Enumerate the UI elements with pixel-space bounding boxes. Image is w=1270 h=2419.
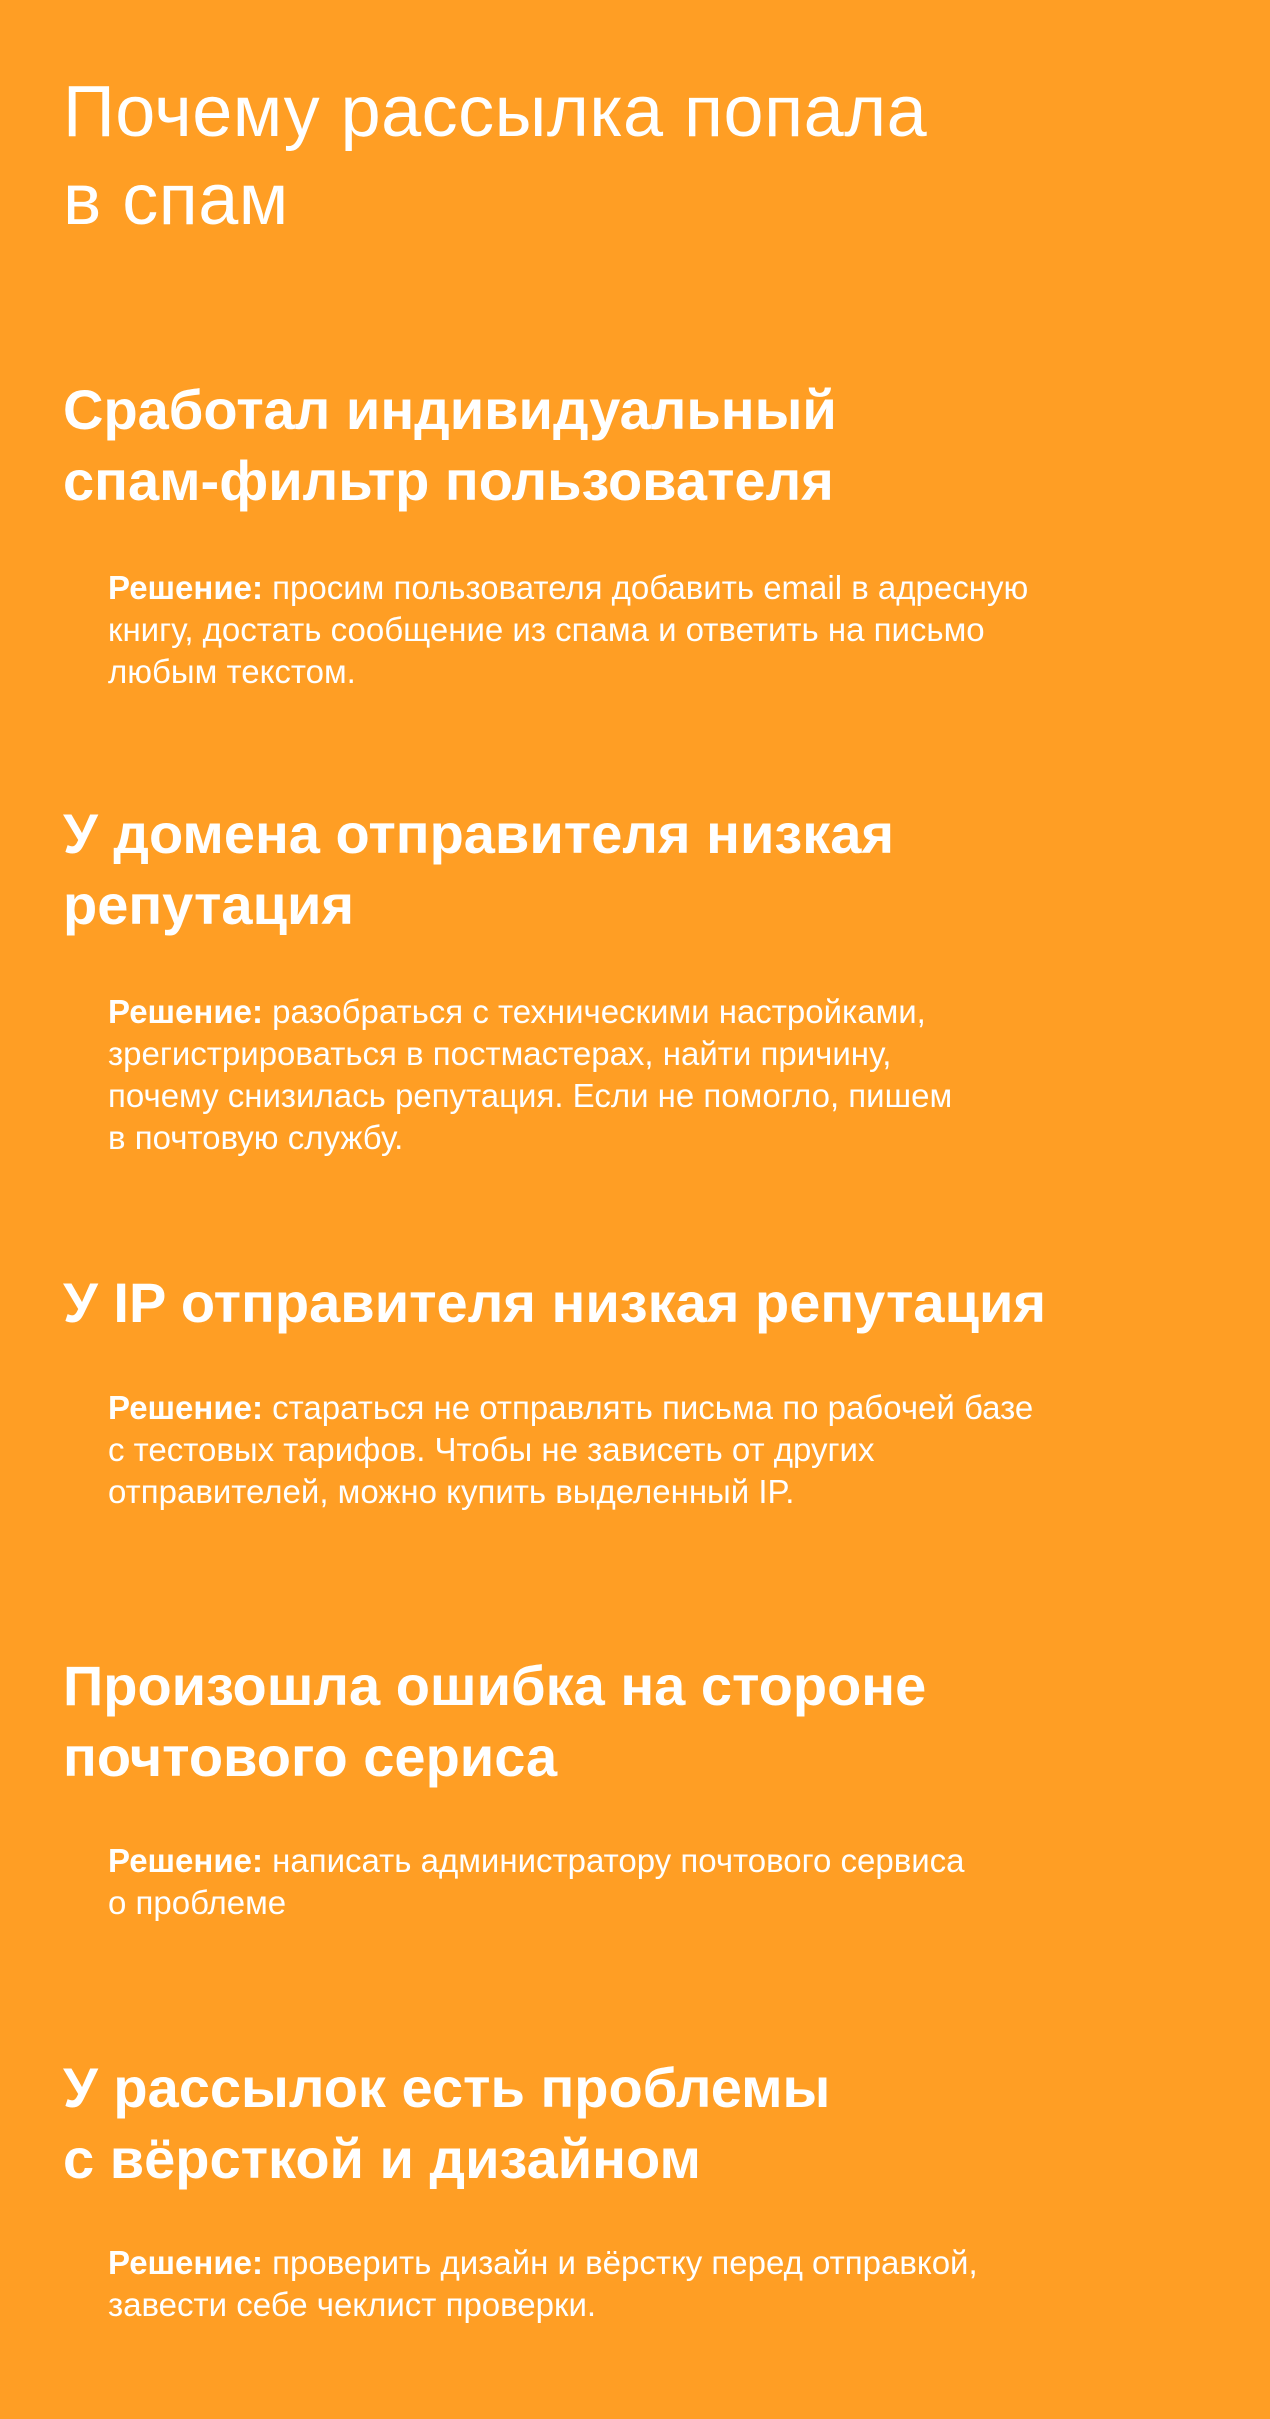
solution-label: Решение: [108, 1389, 263, 1426]
section-solution-user-spam-filter [108, 567, 1208, 693]
solution-label: Решение: [108, 2244, 263, 2281]
section-heading-mail-service-error: Произошла ошибка на стороне почтового сериса [63, 1654, 927, 1788]
section-solution-domain-reputation [108, 991, 1208, 1159]
solution-label: Решение: [108, 993, 263, 1030]
section-heading-ip-reputation: У IP отправителя низкая репутация [63, 1271, 1047, 1334]
section-heading-domain-reputation: У домена отправителя низкая репутация [63, 802, 895, 936]
page-title: Почему рассылка попала в спам [63, 72, 928, 240]
solution-text: стараться не отправлять письма по рабочей базе с тестовых тарифов. Чтобы не зависеть от других отправителей, можно купить выделенный IP. [108, 1389, 1034, 1510]
section-solution-mail-service-error [108, 1840, 1208, 1924]
solution-label: Решение: [108, 569, 263, 606]
solution-text: проверить дизайн и вёрстку перед отправкой, завести себе чеклист проверки. [108, 2244, 978, 2323]
solution-text: написать администратору почтового сервиса о проблеме [108, 1842, 965, 1921]
section-solution-ip-reputation [108, 1387, 1208, 1513]
solution-text: разобраться с техническими настройками, зрегистрироваться в постмастерах, найти причину, почему снизилась репутация. Если не помогло, пишем в почтовую службу. [108, 993, 953, 1156]
solution-label: Решение: [108, 1842, 263, 1879]
section-heading-layout-design-problems: У рассылок есть проблемы с вёрсткой и дизайном [63, 2056, 831, 2190]
section-heading-user-spam-filter: Сработал индивидуальный спам-фильтр пользователя [63, 378, 837, 512]
solution-text: просим пользователя добавить email в адресную книгу, достать сообщение из спама и ответить на письмо любым текстом. [108, 569, 1029, 690]
section-solution-layout-design-problems [108, 2242, 1208, 2326]
